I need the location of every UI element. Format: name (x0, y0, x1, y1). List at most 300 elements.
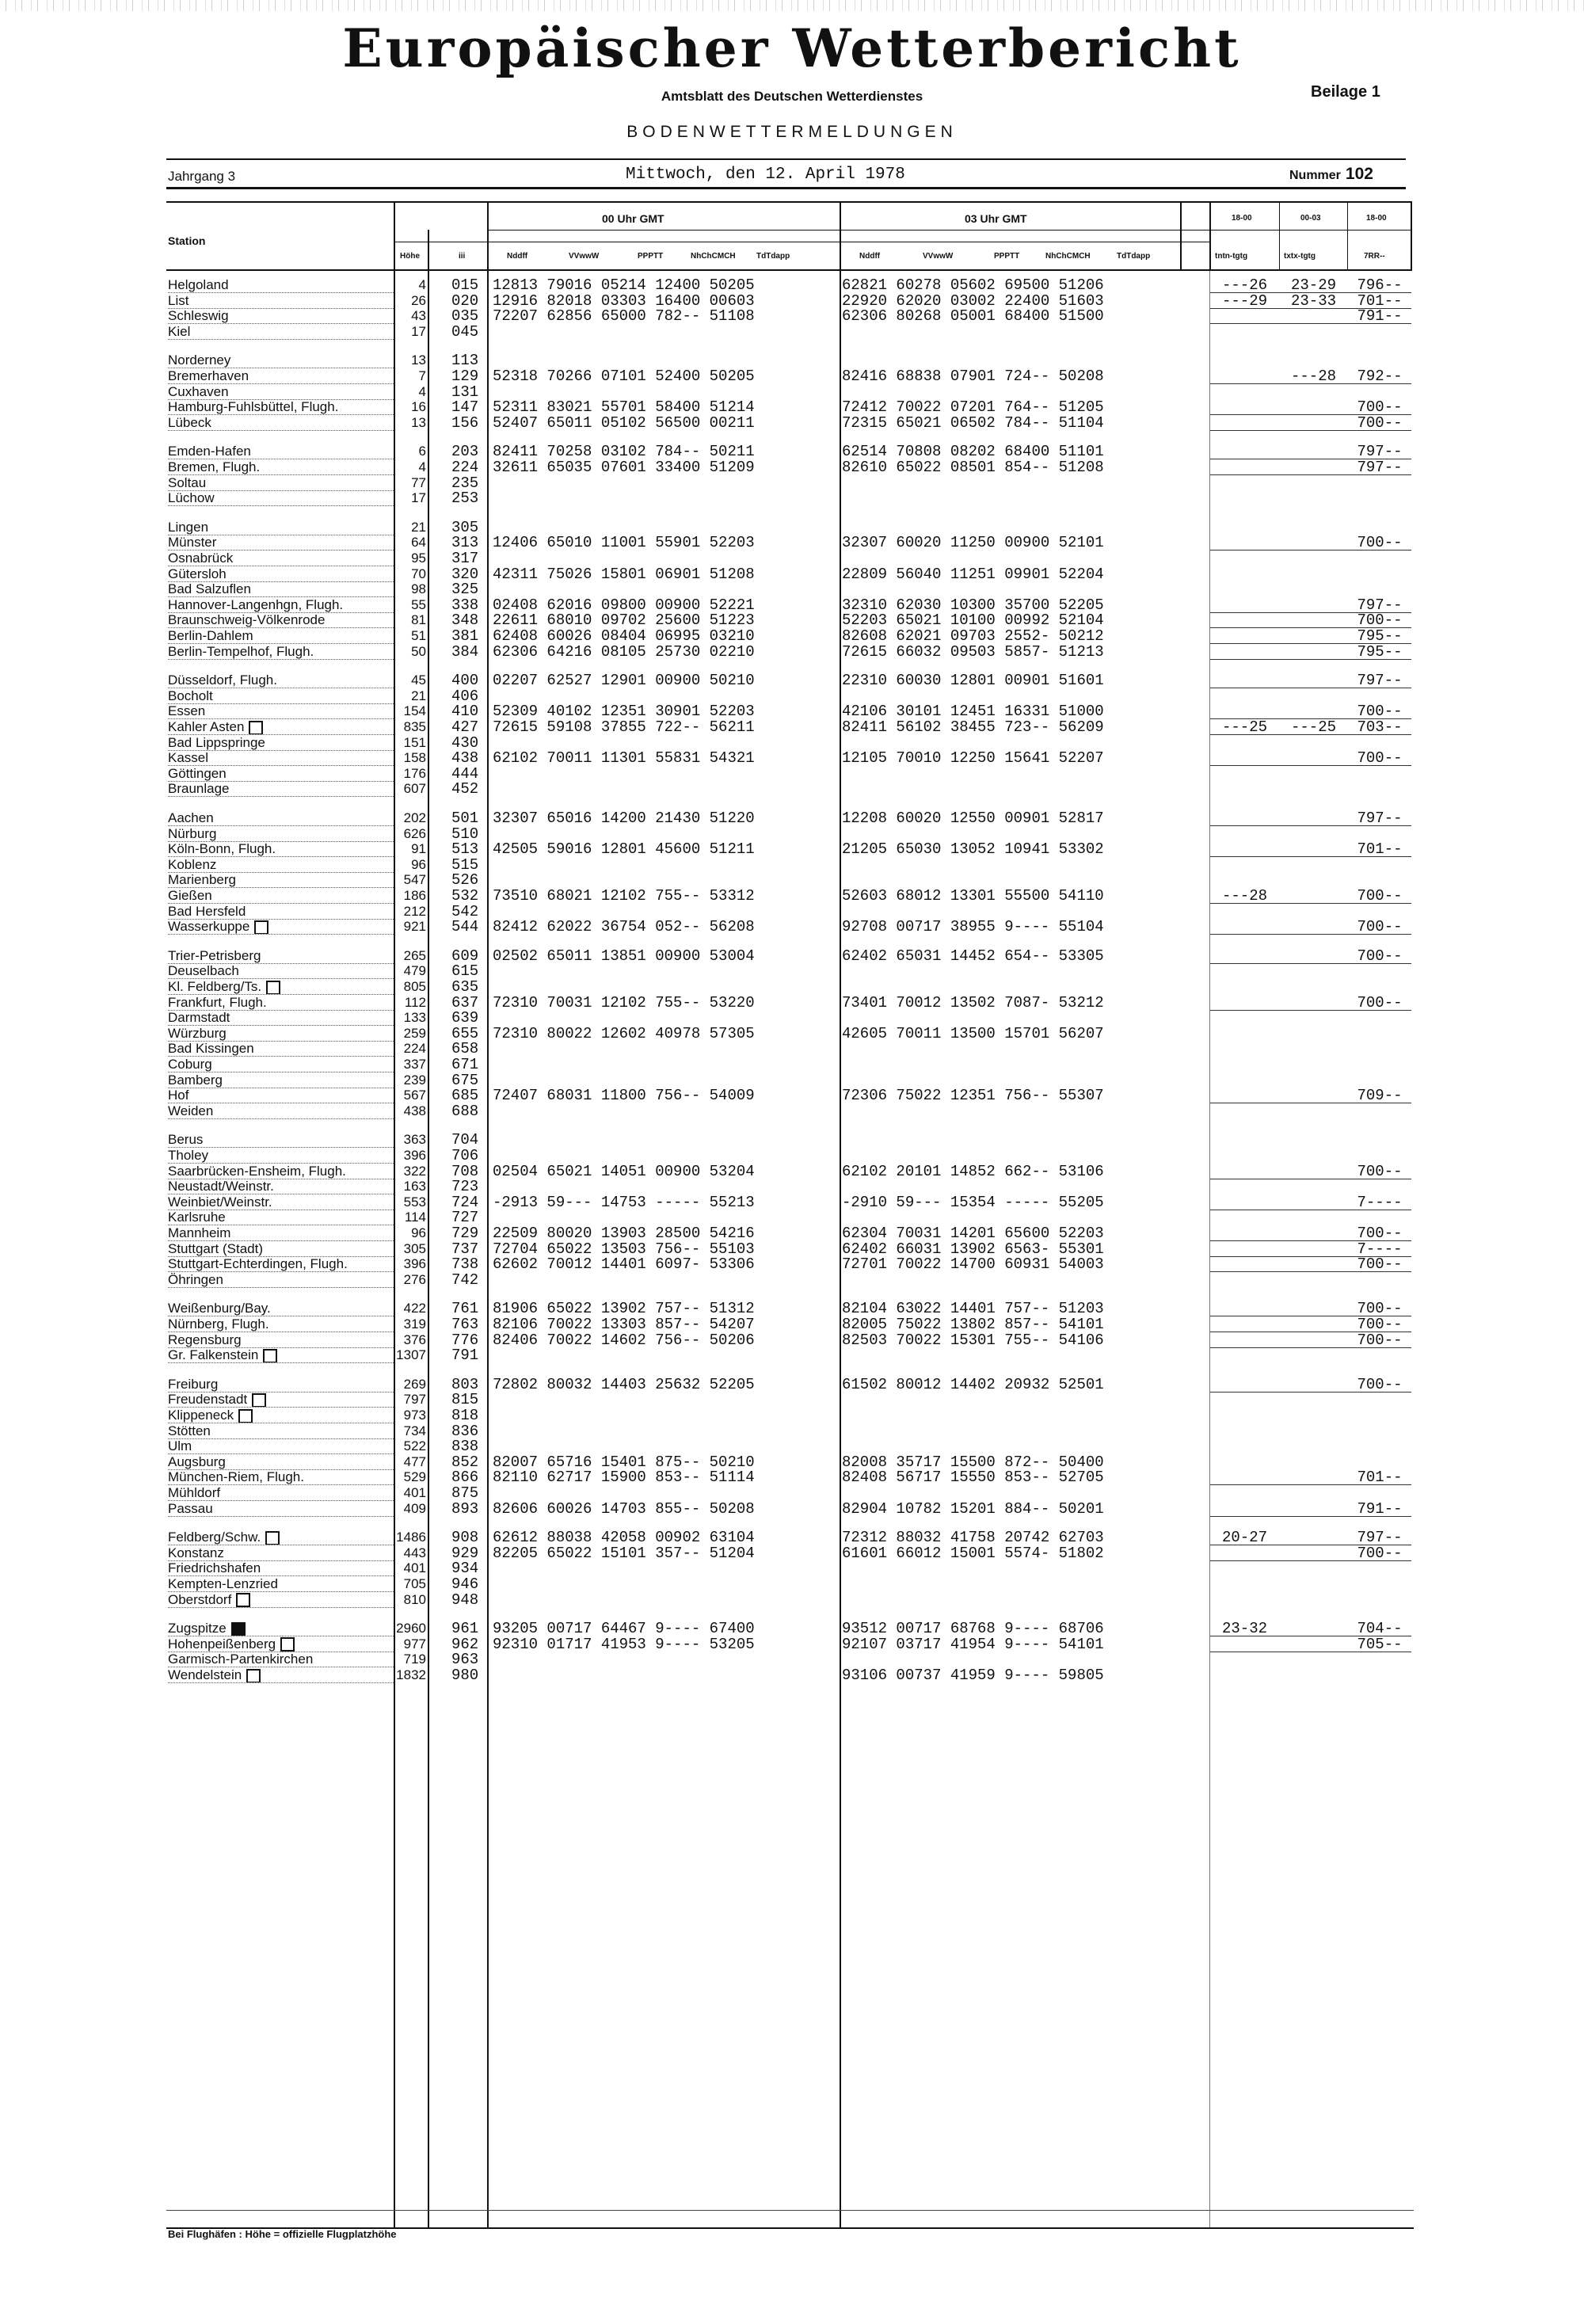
extra-rr: 700-- (1357, 1300, 1403, 1318)
vrule-extra-1 (1279, 201, 1280, 271)
station-number: 035 (451, 307, 479, 326)
station-number: 452 (451, 780, 479, 798)
obs-03-utc: 72412 70022 07201 764-- 51205 (842, 398, 1104, 417)
table-row (0, 1210, 1584, 1225)
station-number: 685 (451, 1087, 479, 1105)
station-height: 705 (403, 1576, 426, 1591)
station-height: 607 (403, 781, 426, 797)
obs-00-utc: 82106 70022 13303 857-- 54207 (493, 1316, 755, 1333)
station-name: Kassel (168, 750, 394, 766)
vrule-extra-head (1209, 201, 1211, 271)
station-name: Hannover-Langenhgn, Flugh. (168, 597, 394, 613)
table-row (0, 750, 1584, 766)
sub-03-1: Nddff (859, 252, 881, 261)
station-height: 443 (403, 1545, 426, 1560)
station-name: Regensburg (168, 1332, 394, 1348)
table-row (0, 872, 1584, 888)
station-number: 929 (451, 1544, 479, 1562)
station-name: Freiburg (168, 1377, 394, 1392)
station-name: Bad Salzuflen (168, 581, 394, 597)
table-row (0, 1026, 1584, 1042)
station-number: 961 (451, 1620, 479, 1638)
obs-03-utc: 61601 66012 15001 5574- 51802 (842, 1544, 1104, 1562)
vrule-extra-2 (1347, 201, 1348, 271)
extra-rr: 7---- (1357, 1193, 1403, 1211)
issue-number (1289, 165, 1373, 184)
station-name: Berlin-Dahlem (168, 628, 394, 644)
station-name (168, 1408, 394, 1423)
station-name: Aachen (168, 810, 394, 826)
obs-03-utc: 92708 00717 38955 9---- 55104 (842, 918, 1104, 936)
obs-03-utc: 61502 80012 14402 20932 52501 (842, 1375, 1104, 1393)
station-number: 742 (451, 1271, 479, 1289)
mountain-station-icon (246, 1669, 261, 1683)
table-row (0, 841, 1584, 857)
station-name: Trier-Petrisberg (168, 948, 394, 964)
station-name: Soltau (168, 475, 394, 491)
station-height: 96 (411, 856, 426, 872)
obs-03-utc: 42605 70011 13500 15701 56207 (842, 1024, 1104, 1042)
station-number: 348 (451, 611, 479, 630)
station-height: 112 (404, 994, 426, 1010)
obs-03-utc: 12105 70010 12250 15641 52207 (842, 749, 1104, 768)
col-hoehe: Höhe (400, 252, 420, 261)
table-row (0, 1667, 1584, 1683)
obs-03-utc: 82503 70022 15301 755-- 54106 (842, 1331, 1104, 1349)
extra-rr: 701-- (1357, 291, 1403, 310)
table-row (0, 1377, 1584, 1392)
station-name: Ulm (168, 1438, 394, 1454)
obs-00-utc: 62102 70011 11301 55831 54321 (493, 749, 755, 768)
station-height: 553 (403, 1194, 426, 1210)
table-row (0, 1316, 1584, 1332)
table-row (0, 766, 1584, 782)
extra-rr: 703-- (1357, 718, 1403, 736)
table-row (0, 1408, 1584, 1423)
station-number: 438 (451, 749, 479, 768)
sub-00-1: Nddff (507, 252, 528, 261)
table-row (0, 1652, 1584, 1667)
extra-tn: ---26 (1221, 276, 1267, 294)
station-number: 427 (451, 718, 479, 736)
table-row (0, 857, 1584, 873)
table-row (0, 597, 1584, 613)
obs-00-utc: 22509 80020 13903 28500 54216 (493, 1225, 755, 1242)
obs-00-utc: -2913 59--- 14753 ----- 55213 (493, 1193, 755, 1211)
table-row (0, 1485, 1584, 1501)
table-row (0, 368, 1584, 384)
station-name (168, 1347, 394, 1363)
station-name-text: Klippeneck (168, 1408, 234, 1423)
station-name: Deuselbach (168, 963, 394, 979)
group-03-label: 03 Uhr GMT (965, 212, 1027, 225)
obs-03-utc: 42106 30101 12451 16331 51000 (842, 703, 1104, 721)
extra-rr: 795-- (1357, 642, 1403, 661)
scan-noise (0, 0, 1584, 11)
table-row (0, 1041, 1584, 1057)
station-name: Friedrichshafen (168, 1560, 394, 1576)
station-name: Weißenburg/Bay. (168, 1301, 394, 1316)
station-height: 977 (403, 1636, 426, 1652)
table-row (0, 490, 1584, 506)
extra-rr: 700-- (1357, 749, 1403, 768)
station-number: 235 (451, 474, 479, 492)
station-height: 626 (403, 825, 426, 841)
station-number: 675 (451, 1071, 479, 1089)
station-number: 962 (451, 1635, 479, 1653)
station-number: 515 (451, 855, 479, 874)
table-row (0, 535, 1584, 551)
station-number: 430 (451, 733, 479, 752)
table-row (0, 1560, 1584, 1576)
table-row (0, 1438, 1584, 1454)
extra-tn: ---25 (1221, 718, 1267, 736)
table-row (0, 1423, 1584, 1439)
obs-03-utc: 72701 70022 14700 60931 54003 (842, 1255, 1104, 1274)
extra-rr: 700-- (1357, 1162, 1403, 1180)
station-number: 544 (451, 918, 479, 936)
station-name: Braunlage (168, 781, 394, 797)
station-number: 635 (451, 978, 479, 996)
station-name: Neustadt/Weinstr. (168, 1179, 394, 1194)
rule-top (166, 158, 1406, 160)
station-number: 510 (451, 825, 479, 843)
sub-03-3: PPPTT (994, 252, 1020, 261)
station-height: 810 (403, 1591, 426, 1607)
station-number: 203 (451, 443, 479, 461)
station-height: 17 (411, 323, 426, 339)
extra-sub-2: txtx-tgtg (1284, 252, 1316, 261)
table-row (0, 1636, 1584, 1652)
station-number: 317 (451, 550, 479, 567)
station-name (168, 979, 394, 995)
station-height: 95 (411, 551, 426, 566)
station-name: Gießen (168, 888, 394, 904)
station-height: 479 (403, 963, 426, 979)
obs-00-utc: 82110 62717 15900 853-- 51114 (493, 1469, 755, 1487)
table-row (0, 459, 1584, 475)
subtitle: Amtsblatt des Deutschen Wetterdienstes (661, 89, 923, 104)
station-name: Mannheim (168, 1225, 394, 1241)
station-name: Saarbrücken-Ensheim, Flugh. (168, 1164, 394, 1179)
station-height: 81 (411, 612, 426, 628)
mountain-station-icon (280, 1637, 295, 1652)
mountain-station-icon (236, 1593, 250, 1607)
mountain-station-icon (249, 721, 263, 735)
obs-03-utc: 62306 80268 05001 68400 51500 (842, 307, 1104, 326)
station-number: 253 (451, 490, 479, 508)
extra-rr: 705-- (1357, 1635, 1403, 1653)
station-number: 338 (451, 596, 479, 614)
mountain-station-icon (231, 1622, 246, 1636)
obs-00-utc: 73510 68021 12102 755-- 53312 (493, 887, 755, 905)
extra-rr: 700-- (1357, 534, 1403, 552)
group-00-label: 00 Uhr GMT (602, 212, 664, 225)
table-row (0, 293, 1584, 309)
station-height: 567 (403, 1088, 426, 1103)
extra-rr: 704-- (1357, 1620, 1403, 1638)
table-row (0, 1392, 1584, 1408)
obs-00-utc: 32307 65016 14200 21430 51220 (493, 810, 755, 827)
vrule-extra-end (1411, 201, 1412, 271)
extra-sub-1: tntn-tgtg (1215, 252, 1248, 261)
issue-date: Mittwoch, den 12. April 1978 (626, 166, 905, 184)
station-height: 16 (411, 399, 426, 415)
station-name-text: Oberstdorf (168, 1591, 232, 1607)
table-row (0, 919, 1584, 935)
extra-rr: 797-- (1357, 459, 1403, 476)
extra-tn: 20-27 (1221, 1529, 1267, 1547)
obs-00-utc: 52318 70266 07101 52400 50205 (493, 368, 755, 385)
obs-03-utc: 82411 56102 38455 723-- 56209 (842, 718, 1104, 736)
station-height: 186 (403, 888, 426, 903)
extra-rr: 700-- (1357, 1316, 1403, 1333)
obs-03-utc: 73401 70012 13502 7087- 53212 (842, 993, 1104, 1012)
obs-03-utc: 22310 60030 12801 00901 51601 (842, 672, 1104, 690)
station-number: 704 (451, 1131, 479, 1149)
obs-03-utc: 72615 66032 09503 5857- 51213 (842, 642, 1104, 661)
extra-rr: 791-- (1357, 307, 1403, 326)
station-name: Münster (168, 535, 394, 551)
station-name (168, 1667, 394, 1683)
station-number: 615 (451, 962, 479, 981)
extra-rr: 700-- (1357, 703, 1403, 721)
station-name (168, 1530, 394, 1545)
table-row (0, 1301, 1584, 1316)
table-row (0, 1545, 1584, 1561)
obs-00-utc: 62612 88038 42058 00902 63104 (493, 1529, 755, 1547)
table-row (0, 399, 1584, 415)
table-row (0, 979, 1584, 995)
extra-rr: 792-- (1357, 368, 1403, 385)
station-number: 815 (451, 1391, 479, 1409)
obs-00-utc: 72207 62856 65000 782-- 51108 (493, 307, 755, 326)
obs-00-utc: 02207 62527 12901 00900 50210 (493, 672, 755, 690)
extra-top-3: 18-00 (1366, 214, 1387, 223)
section-title: BODENWETTERMELDUNGEN (626, 123, 958, 141)
extra-rr: 797-- (1357, 443, 1403, 461)
station-height: 176 (403, 765, 426, 781)
obs-00-utc: 52407 65011 05102 56500 00211 (493, 413, 755, 432)
station-name: Würzburg (168, 1026, 394, 1042)
station-height: 422 (403, 1301, 426, 1316)
station-name: Coburg (168, 1057, 394, 1072)
station-name (168, 1592, 394, 1608)
obs-03-utc: 82005 75022 13802 857-- 54101 (842, 1316, 1104, 1333)
station-name-text: Wasserkuppe (168, 919, 250, 935)
station-number: 320 (451, 565, 479, 583)
extra-tx: ---28 (1290, 368, 1336, 385)
station-number: 131 (451, 383, 479, 401)
obs-00-utc: 82406 70022 14602 756-- 50206 (493, 1331, 755, 1349)
station-number: 532 (451, 887, 479, 905)
station-name: Düsseldorf, Flugh. (168, 672, 394, 688)
station-height: 265 (403, 947, 426, 963)
mountain-station-icon (265, 1531, 280, 1545)
footnote: Bei Flughäfen : Höhe = offizielle Flugplatzhöhe (168, 2228, 397, 2240)
station-number: 381 (451, 627, 479, 645)
station-height: 158 (403, 750, 426, 766)
station-height: 6 (418, 444, 426, 459)
station-number: 946 (451, 1575, 479, 1593)
station-name: Darmstadt (168, 1010, 394, 1026)
station-height: 163 (403, 1179, 426, 1194)
station-name: Konstanz (168, 1545, 394, 1561)
rule-bottom-inner (166, 2210, 1414, 2211)
station-height: 77 (411, 474, 426, 490)
station-number: 737 (451, 1240, 479, 1258)
extra-tx: 23-33 (1290, 291, 1336, 310)
table-row (0, 735, 1584, 751)
extra-rr: 700-- (1357, 993, 1403, 1012)
station-name-text: Kahler Asten (168, 719, 245, 734)
table-row (0, 1347, 1584, 1363)
station-name: Garmisch-Partenkirchen (168, 1652, 394, 1667)
extra-rr: 701-- (1357, 1469, 1403, 1487)
station-number: 639 (451, 1009, 479, 1027)
station-number: 934 (451, 1560, 479, 1578)
station-name: Braunschweig-Völkenrode (168, 612, 394, 628)
table-row (0, 826, 1584, 842)
station-height: 396 (403, 1256, 426, 1272)
station-number: 129 (451, 368, 479, 385)
station-number: 875 (451, 1484, 479, 1502)
station-number: 501 (451, 810, 479, 827)
sub-03-5: TdTdapp (1117, 252, 1151, 261)
beilage-label: Beilage 1 (1311, 83, 1380, 101)
obs-03-utc: 72312 88032 41758 20742 62703 (842, 1529, 1104, 1547)
obs-03-utc: 21205 65030 13052 10941 53302 (842, 840, 1104, 859)
table-row (0, 1194, 1584, 1210)
table-row (0, 1256, 1584, 1272)
extra-rr: 709-- (1357, 1087, 1403, 1105)
station-name: München-Riem, Flugh. (168, 1469, 394, 1485)
station-name: Hamburg-Fuhlsbüttel, Flugh. (168, 399, 394, 415)
station-height: 363 (403, 1132, 426, 1148)
station-name-text: Gr. Falkenstein (168, 1347, 259, 1363)
station-number: 384 (451, 642, 479, 661)
obs-03-utc: 12208 60020 12550 00901 52817 (842, 810, 1104, 827)
obs-03-utc: 82408 56717 15550 853-- 52705 (842, 1469, 1104, 1487)
obs-00-utc: 12406 65010 11001 55901 52203 (493, 534, 755, 552)
station-height: 91 (411, 841, 426, 857)
station-name: Lübeck (168, 415, 394, 431)
station-height: 1832 (396, 1667, 426, 1682)
station-number: 723 (451, 1178, 479, 1196)
obs-03-utc: 22920 62020 03002 22400 51603 (842, 291, 1104, 310)
table-row (0, 719, 1584, 735)
table-row (0, 581, 1584, 597)
station-name: Berlin-Tempelhof, Flugh. (168, 644, 394, 660)
station-name: Nürnberg, Flugh. (168, 1316, 394, 1332)
station-number: 948 (451, 1591, 479, 1609)
station-height: 797 (403, 1392, 426, 1408)
station-height: 151 (403, 734, 426, 750)
table-row (0, 963, 1584, 979)
station-number: 761 (451, 1300, 479, 1318)
extra-rr: 700-- (1357, 947, 1403, 965)
table-row (0, 1530, 1584, 1545)
station-name: Helgoland (168, 277, 394, 293)
station-number: 444 (451, 764, 479, 783)
station-name: Berus (168, 1132, 394, 1148)
station-height: 43 (411, 308, 426, 324)
station-height: 734 (403, 1423, 426, 1438)
obs-03-utc: 62514 70808 08202 68400 51101 (842, 443, 1104, 461)
station-height: 21 (411, 519, 426, 535)
extra-tx: 23-29 (1290, 276, 1336, 294)
station-name: Bamberg (168, 1072, 394, 1088)
extra-rr: 700-- (1357, 1375, 1403, 1393)
extra-tn: 23-32 (1221, 1620, 1267, 1638)
station-height: 13 (411, 414, 426, 430)
station-name-text: Freudenstadt (168, 1392, 248, 1408)
table-row (0, 810, 1584, 826)
extra-rr: 791-- (1357, 1499, 1403, 1518)
station-height: 401 (403, 1485, 426, 1500)
extra-rr: 700-- (1357, 1331, 1403, 1349)
table-row (0, 1576, 1584, 1592)
station-number: 406 (451, 687, 479, 705)
table-row (0, 688, 1584, 704)
obs-03-utc: 82904 10782 15201 884-- 50201 (842, 1499, 1104, 1518)
table-row (0, 475, 1584, 491)
table-row (0, 781, 1584, 797)
table-row (0, 308, 1584, 324)
table-row (0, 1164, 1584, 1179)
obs-00-utc: 22611 68010 09702 25600 51223 (493, 611, 755, 630)
station-number: 763 (451, 1316, 479, 1333)
station-name: Weinbiet/Weinstr. (168, 1194, 394, 1210)
obs-00-utc: 93205 00717 64467 9---- 67400 (493, 1620, 755, 1638)
table-row (0, 551, 1584, 566)
station-name: Kempten-Lenzried (168, 1576, 394, 1592)
extra-tn: ---28 (1221, 887, 1267, 905)
mountain-station-icon (263, 1349, 277, 1363)
table-row (0, 672, 1584, 688)
obs-03-utc: 93512 00717 68768 9---- 68706 (842, 1620, 1104, 1638)
station-name: Emden-Hafen (168, 444, 394, 459)
station-number: 658 (451, 1040, 479, 1058)
table-row (0, 644, 1584, 660)
table-row (0, 1148, 1584, 1164)
station-name: Bad Kissingen (168, 1041, 394, 1057)
extra-sub-3: 7RR-- (1364, 252, 1385, 261)
station-name: Gütersloh (168, 566, 394, 582)
station-height: 2960 (396, 1621, 426, 1636)
table-row (0, 352, 1584, 368)
station-name: Augsburg (168, 1454, 394, 1470)
obs-00-utc: 42505 59016 12801 45600 51211 (493, 840, 755, 859)
station-name: Karlsruhe (168, 1210, 394, 1225)
table-row (0, 415, 1584, 431)
extra-tn: ---29 (1221, 291, 1267, 310)
obs-00-utc: 42311 75026 15801 06901 51208 (493, 565, 755, 583)
col-station: Station (168, 234, 206, 247)
extra-rr: 700-- (1357, 398, 1403, 417)
obs-03-utc: 82104 63022 14401 757-- 51203 (842, 1300, 1104, 1318)
station-number: 113 (451, 352, 479, 370)
station-name: Marienberg (168, 872, 394, 888)
table-row (0, 703, 1584, 719)
sub-03-4: NhChCMCH (1045, 252, 1091, 261)
station-name: Bocholt (168, 688, 394, 704)
station-number: 688 (451, 1102, 479, 1120)
table-row (0, 1592, 1584, 1608)
table-row (0, 444, 1584, 459)
station-name: Öhringen (168, 1272, 394, 1288)
station-height: 202 (403, 810, 426, 825)
